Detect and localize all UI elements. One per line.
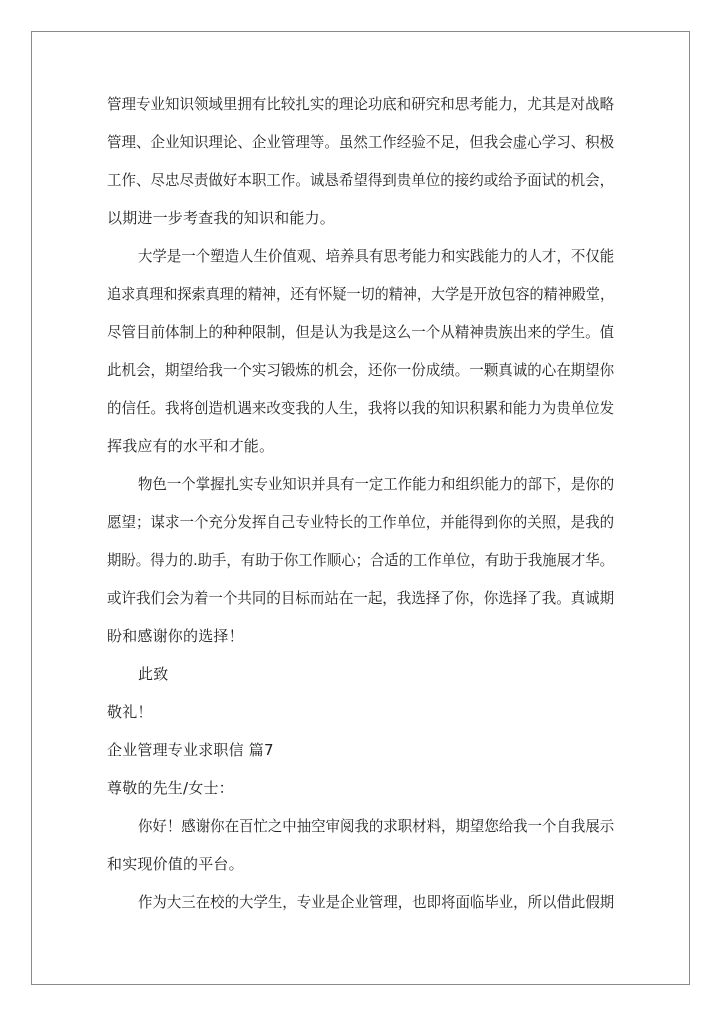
body-line: 追求真理和探索真理的精神，还有怀疑一切的精神，大学是开放包容的精神殿堂， — [107, 285, 615, 303]
closing-salutation: 此致 — [138, 665, 169, 683]
body-line: 或许我们会为着一个共同的目标而站在一起，我选择了你，你选择了我。真诚期 — [107, 589, 615, 607]
body-line: 期盼。得力的.助手，有助于你工作顺心；合适的工作单位，有助于我施展才华。 — [107, 551, 615, 569]
body-line: 挥我应有的水平和才能。 — [107, 437, 275, 455]
body-line: 的信任。我将创造机遇来改变我的人生，我将以我的知识积累和能力为贵单位发 — [107, 399, 615, 417]
body-line: 此机会，期望给我一个实习锻炼的机会，还你一份成绩。一颗真诚的心在期望你 — [107, 361, 615, 379]
paragraph-start-line: 大学是一个塑造人生价值观、培养具有思考能力和实践能力的人才，不仅能 — [138, 247, 615, 265]
body-line: 管理专业知识领域里拥有比较扎实的理论功底和研究和思考能力，尤其是对战略 — [107, 95, 615, 113]
paragraph-start-line: 作为大三在校的大学生，专业是企业管理，也即将面临毕业，所以借此假期 — [138, 893, 615, 911]
body-line: 尽管目前体制上的种种限制，但是认为我是这么一个从精神贵族出来的学生。值 — [107, 323, 615, 341]
body-line: 愿望；谋求一个充分发挥自己专业特长的工作单位，并能得到你的关照，是我的 — [107, 513, 615, 531]
body-line: 盼和感谢你的选择！ — [107, 627, 244, 645]
paragraph-start-line: 物色一个掌握扎实专业知识并具有一定工作能力和组织能力的部下，是你的 — [138, 475, 615, 493]
paragraph-start-line: 你好！感谢你在百忙之中抽空审阅我的求职材料，期望您给我一个自我展示 — [138, 817, 615, 835]
section-heading: 企业管理专业求职信 篇7 — [107, 741, 274, 759]
closing-regards: 敬礼！ — [107, 703, 153, 721]
body-line: 管理、企业知识理论、企业管理等。虽然工作经验不足，但我会虚心学习、积极 — [107, 133, 615, 151]
body-line: 工作、尽忠尽责做好本职工作。诚恳希望得到贵单位的接约或给予面试的机会， — [107, 171, 615, 189]
body-line: 以期进一步考查我的知识和能力。 — [107, 209, 336, 227]
body-line: 和实现价值的平台。 — [107, 855, 244, 873]
greeting: 尊敬的先生/女士： — [107, 779, 234, 797]
